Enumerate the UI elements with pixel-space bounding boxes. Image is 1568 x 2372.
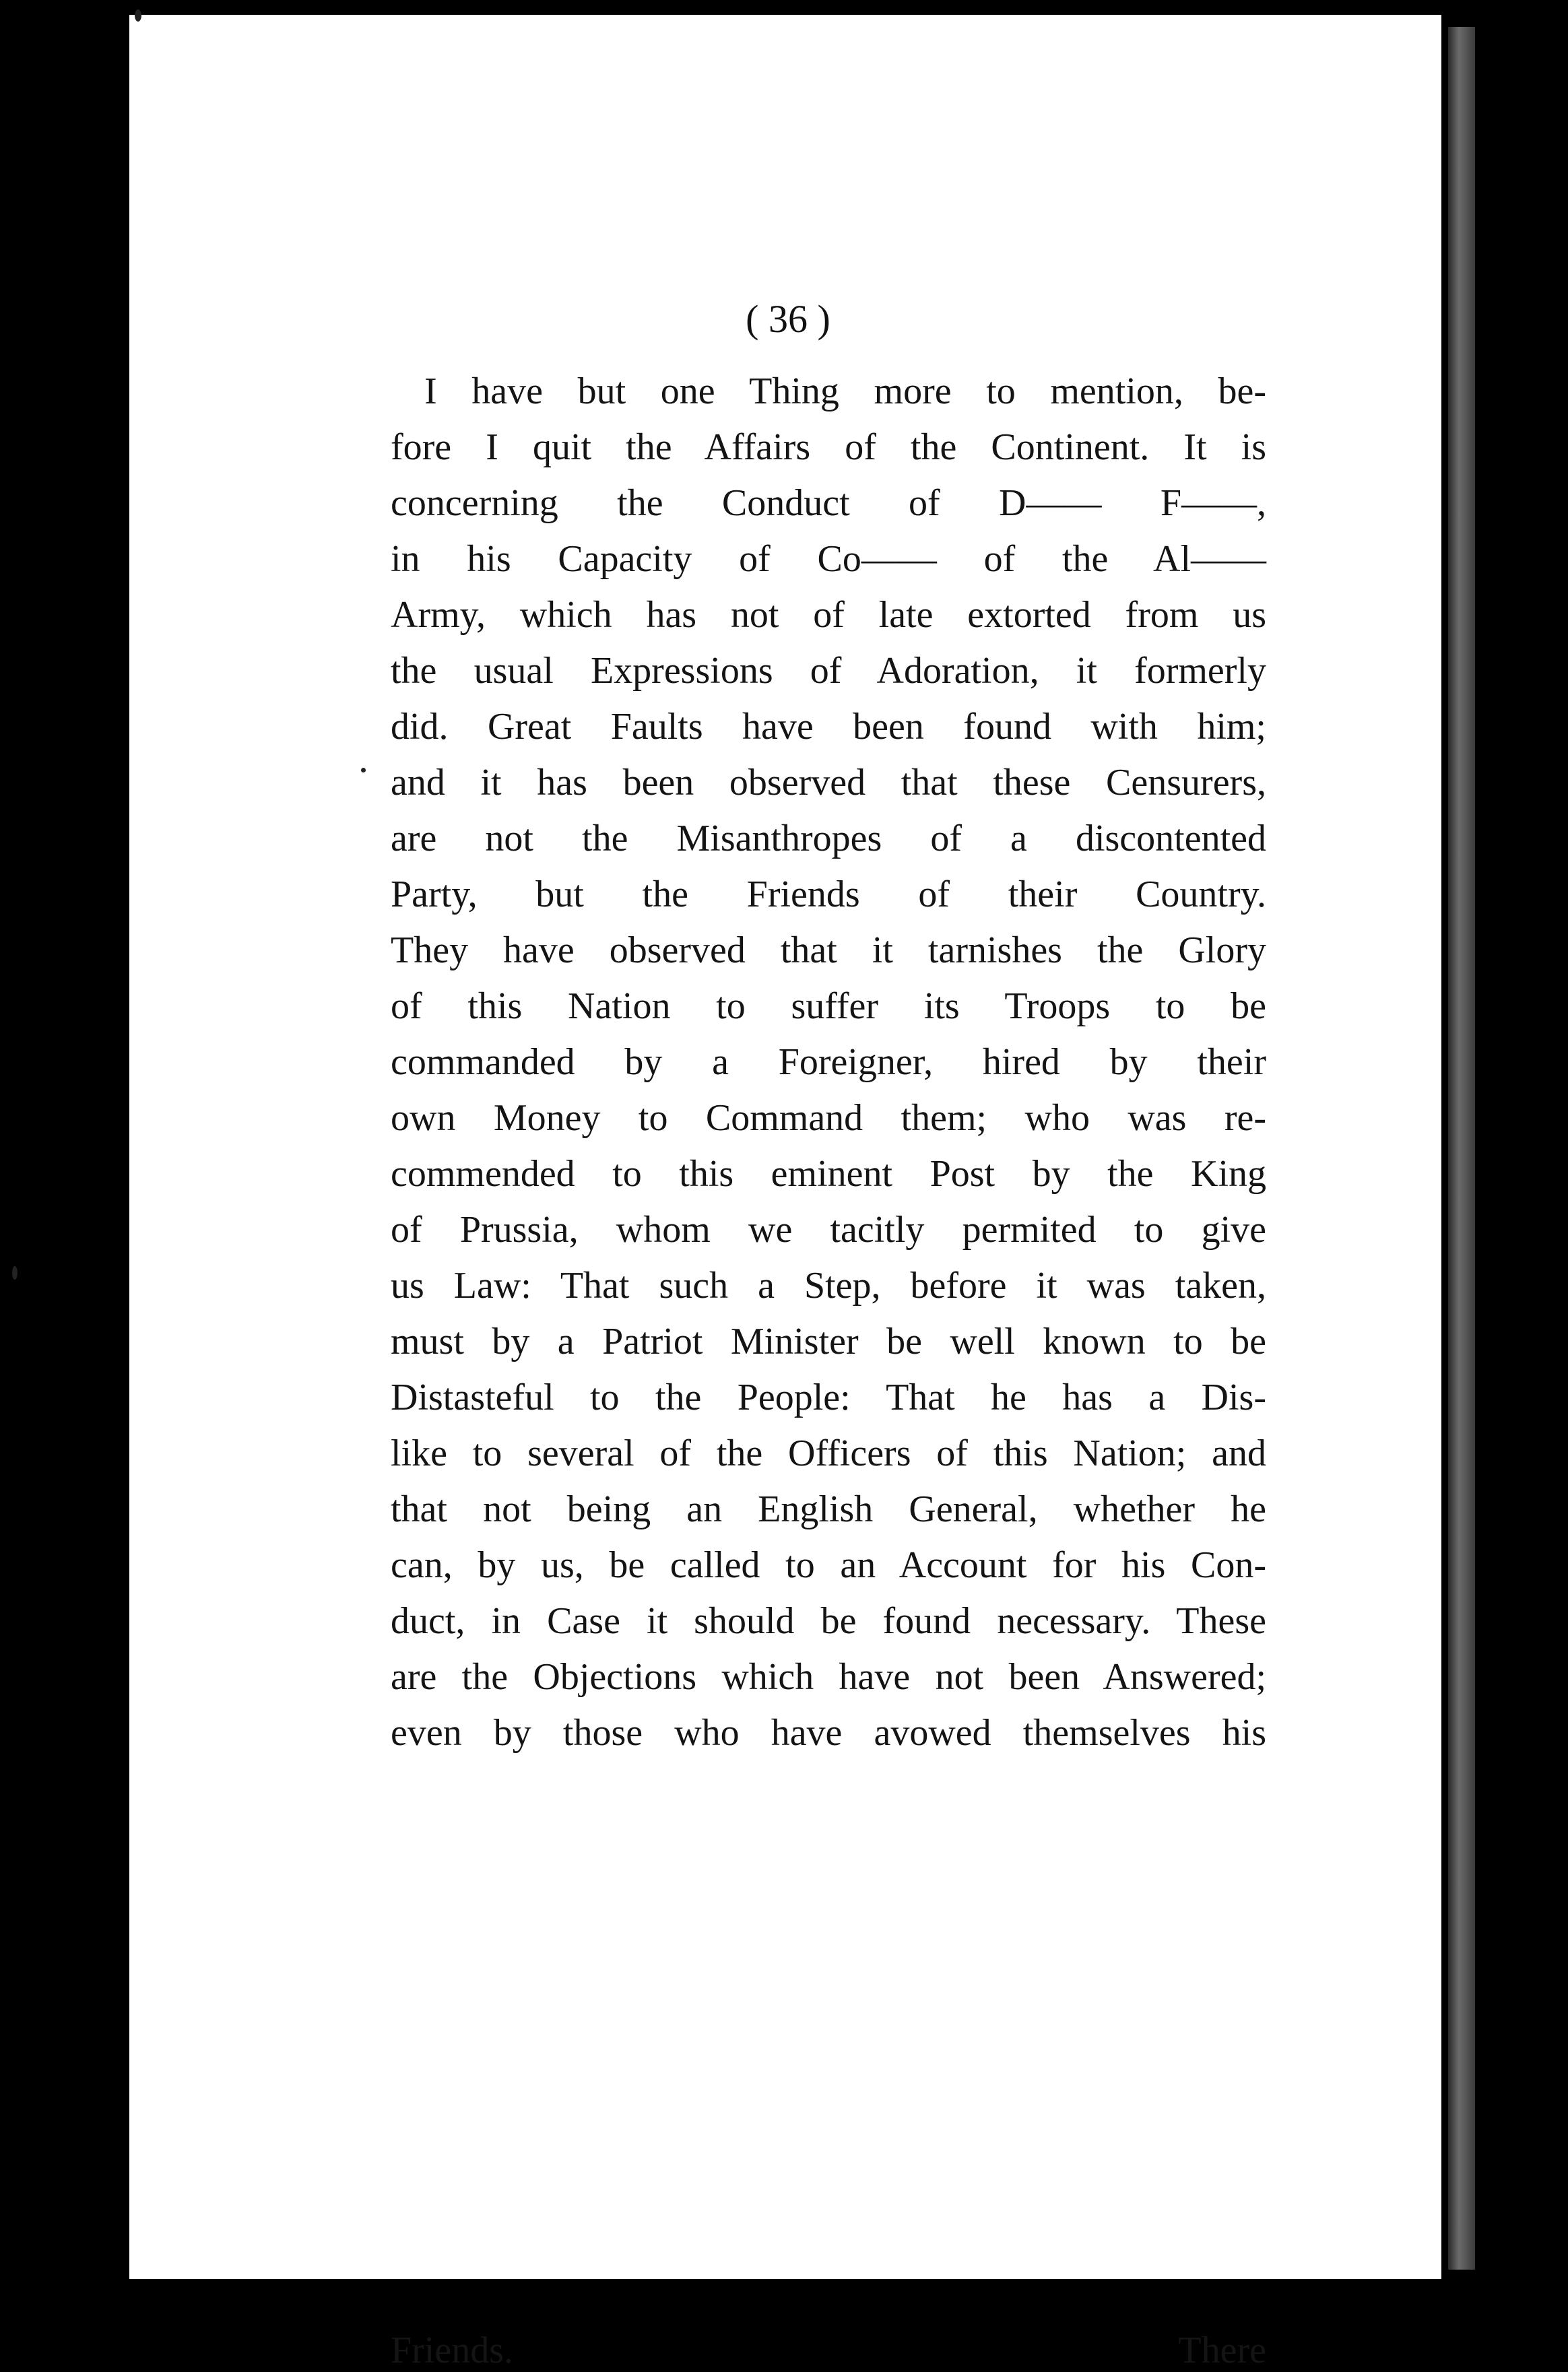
scan-left-margin [0,0,129,2295]
text-line: own Money to Command them; who was re- [391,1097,1266,1139]
text-line: fore I quit the Affairs of the Continent. It is [391,426,1266,468]
facing-page-edge [1448,27,1475,2270]
text-line: are the Objections which have not been Answered; [391,1656,1266,1698]
text-line: the usual Expressions of Adoration, it formerly [391,650,1266,692]
ink-speck [361,768,366,772]
text-line: and it has been observed that these Censurers, [391,762,1266,803]
text-line: I have but one Thing more to mention, be- [424,370,1266,412]
text-line: They have observed that it tarnishes the Glory [391,929,1266,971]
text-line: did. Great Faults have been found with him; [391,706,1266,748]
text-line: that not being an English General, whether he [391,1488,1266,1530]
text-line: can, by us, be called to an Account for his Con- [391,1544,1266,1586]
text-line: commanded by a Foreigner, hired by their [391,1041,1266,1083]
text-line: Party, but the Friends of their Country. [391,874,1266,915]
text-line: us Law: That such a Step, before it was taken, [391,1265,1266,1307]
text-line: Distasteful to the People: That he has a Dis- [391,1377,1266,1418]
text-line: Army, which has not of late extorted from us [391,594,1266,636]
text-line: are not the Misanthropes of a discontented [391,818,1266,859]
text-line: in his Capacity of Co—— of the Al—— [391,538,1266,580]
text-line: commended to this eminent Post by the King [391,1153,1266,1195]
text-line: duct, in Case it should be found necessary. These [391,1600,1266,1642]
body-text [391,364,1266,1761]
text-line: of Prussia, whom we tacitly permited to give [391,1209,1266,1251]
text-line: must by a Patriot Minister be well known to be [391,1321,1266,1362]
ink-speck [12,1266,18,1280]
ink-speck [135,9,141,22]
catchword: There [1178,2330,1266,2371]
text-line: even by those who have avowed themselves his [391,1712,1266,1754]
closing-word: Friends. [391,2330,513,2371]
text-line: concerning the Conduct of D—— F——, [391,482,1266,524]
final-line-row [391,2329,1266,2372]
page-number: ( 36 ) [746,297,830,341]
text-line: like to several of the Officers of this Nation; and [391,1432,1266,1474]
text-line: of this Nation to suffer its Troops to be [391,985,1266,1027]
